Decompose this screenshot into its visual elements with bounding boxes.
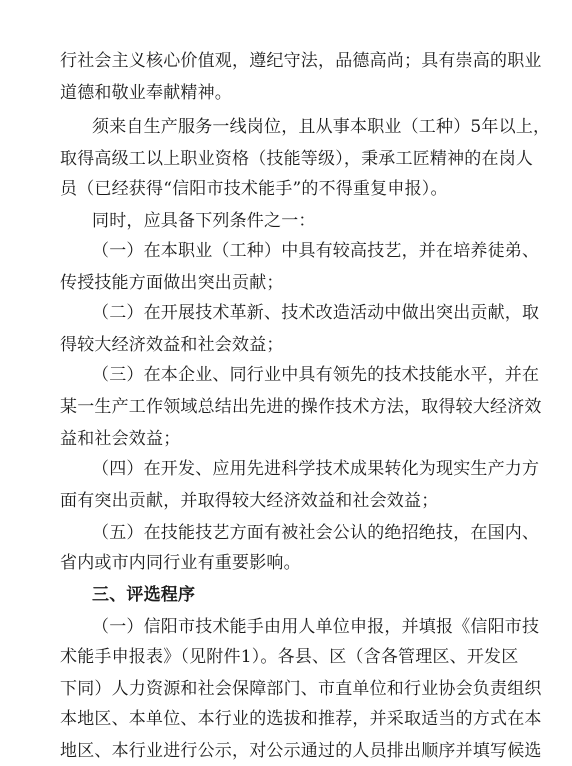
text-line-3: 须来自生产服务一线岗位，且从事本职业（工种）5年以上， (92, 117, 551, 137)
text-line-5: 员（已经获得“信阳市技术能手”的不得重复申报）。 (60, 179, 448, 199)
text-line-13: 益和社会效益； (60, 429, 181, 449)
text-line-16: （五）在技能技艺方面有被社会公认的绝招绝技，在国内、 (92, 523, 540, 543)
text-line-19: （一）信阳市技术能手由用人单位申报，并填报《信阳市技 (92, 617, 540, 637)
text-line-17: 省内或市内同行业有重要影响。 (60, 553, 301, 573)
text-line-15: 面有突出贡献，并取得较大经济效益和社会效益； (60, 491, 439, 511)
text-line-1: 行社会主义核心价值观，遵纪守法，品德高尚；具有崇高的职业 (60, 51, 542, 71)
text-line-21: 下同）人力资源和社会保障部门、市直单位和行业协会负责组织 (60, 679, 542, 699)
text-line-10: 得较大经济效益和社会效益； (60, 335, 284, 355)
text-line-7: （一）在本职业（工种）中具有较高技艺，并在培养徒弟、 (92, 241, 540, 261)
text-line-20: 术能手申报表》（见附件1）。各县、区（含各管理区、开发区 (60, 647, 519, 667)
text-line-23: 地区、本行业进行公示，对公示通过的人员排出顺序并填写候选 (60, 741, 542, 761)
text-line-8: 传授技能方面做出突出贡献； (60, 273, 284, 293)
text-line-11: （三）在本企业、同行业中具有领先的技术技能水平，并在 (92, 365, 540, 385)
text-line-14: （四）在开发、应用先进科学技术成果转化为现实生产力方 (92, 459, 540, 479)
text-line-4: 取得高级工以上职业资格（技能等级），秉承工匠精神的在岗人 (60, 149, 534, 169)
section-heading: 三、评选程序 (92, 585, 196, 605)
text-line-22: 本地区、本单位、本行业的选拔和推荐，并采取适当的方式在本 (60, 709, 542, 729)
text-line-9: （二）在开展技术革新、技术改造活动中做出突出贡献，取 (92, 303, 540, 323)
text-line-2: 道德和敬业奉献精神。 (60, 83, 232, 103)
text-line-12: 某一生产工作领域总结出先进的操作技术方法，取得较大经济效 (60, 397, 542, 417)
text-line-6: 同时，应具备下列条件之一： (92, 211, 316, 231)
